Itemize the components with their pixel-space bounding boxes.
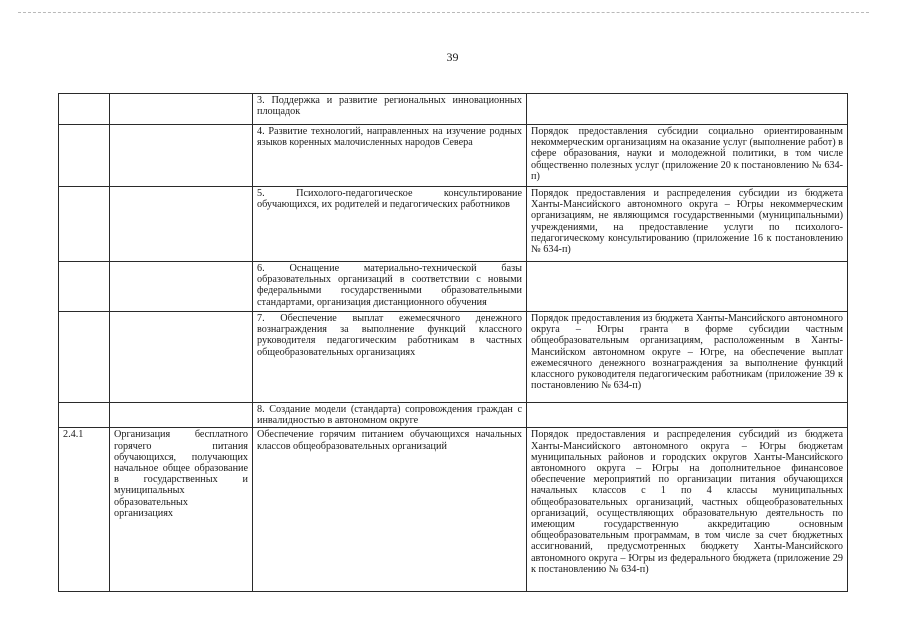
number-cell [59,262,110,312]
name-cell: Организация бесплатного горячего питания обучающихся, получающих начальное общее образование в государственных и муниципальных образовательных организациях [110,428,253,592]
event-cell: 4. Развитие технологий, направленных на изучение родных языков коренных малочисленных народов Севера [253,125,527,187]
table-row [59,403,848,428]
scan-top-rule [18,12,869,13]
order-cell [527,94,848,125]
table-row [59,187,848,262]
number-cell: 2.4.1 [59,428,110,592]
number-cell [59,94,110,125]
name-cell [110,403,253,428]
order-cell: Порядок предоставления и распределения субсидий из бюджета Ханты-Мансийского автономного округа – Югры бюджетам муниципальных районов и городских округов Ханты-Мансийского автономного округа – Югры на дополнительное финансовое обеспечение мероприятий по организации питания обучающихся начальных классов с 1 по 4 классы муниципальных общеобразовательных организаций, частных общеобразовательных организаций, осуществляющих образовательную деятельность по имеющим государственную аккредитацию основным общеобразовательным программам, в том числе за счет бюджетных ассигнований, предусмотренных бюджету Ханты-Мансийского автономного округа – Югры из федерального бюджета (приложение 29 к постановлению № 634-п) [527,428,848,592]
event-cell: 3. Поддержка и развитие региональных инновационных площадок [253,94,527,125]
number-cell [59,187,110,262]
order-cell: Порядок предоставления субсидии социально ориентированным некоммерческим организациям на оказание услуг (выполнение работ) в сфере образования, науки и молодежной политики, в том числе общественно полезных услуг (приложение 20 к постановлению № 634-п) [527,125,848,187]
order-cell: Порядок предоставления из бюджета Ханты-Мансийского автономного округа – Югры гранта в форме субсидии частным общеобразовательным организациям, расположенным в Ханты-Мансийском автономном округе – Югре, на обеспечение выплат ежемесячного денежного вознаграждения за выполнение функций классного руководителя педагогическим работникам (приложение 39 к постановлению № 634-п) [527,312,848,403]
table-row [59,428,848,592]
order-cell [527,403,848,428]
name-cell [110,125,253,187]
order-cell: Порядок предоставления и распределения субсидии из бюджета Ханты-Мансийского автономного округа – Югры некоммерческим организациям, не являющимся государственными (муниципальными) учреждениями, на предоставление услуги по психолого-педагогическому консультированию (приложение 16 к постановлению № 634-п) [527,187,848,262]
event-cell: 8. Создание модели (стандарта) сопровождения граждан с инвалидностью в автономном округе [253,403,527,428]
table-row [59,125,848,187]
table-row [59,94,848,125]
table-row [59,262,848,312]
event-cell: 7. Обеспечение выплат ежемесячного денежного вознаграждения за выполнение функций классного руководителя педагогическим работникам в частных общеобразовательных организациях [253,312,527,403]
number-cell [59,125,110,187]
name-cell [110,187,253,262]
number-cell [59,403,110,428]
program-activities-table [58,93,848,592]
table-row [59,312,848,403]
page-number: 39 [446,50,459,64]
event-cell: Обеспечение горячим питанием обучающихся начальных классов общеобразовательных организаций [253,428,527,592]
order-cell [527,262,848,312]
event-cell: 6. Оснащение материально-технической базы образовательных организаций в соответствии с новыми федеральными государственными образовательными стандартами, организация дистанционного обучения [253,262,527,312]
event-cell: 5. Психолого-педагогическое консультирование обучающихся, их родителей и педагогических работников [253,187,527,262]
number-cell [59,312,110,403]
name-cell [110,312,253,403]
name-cell [110,94,253,125]
name-cell [110,262,253,312]
